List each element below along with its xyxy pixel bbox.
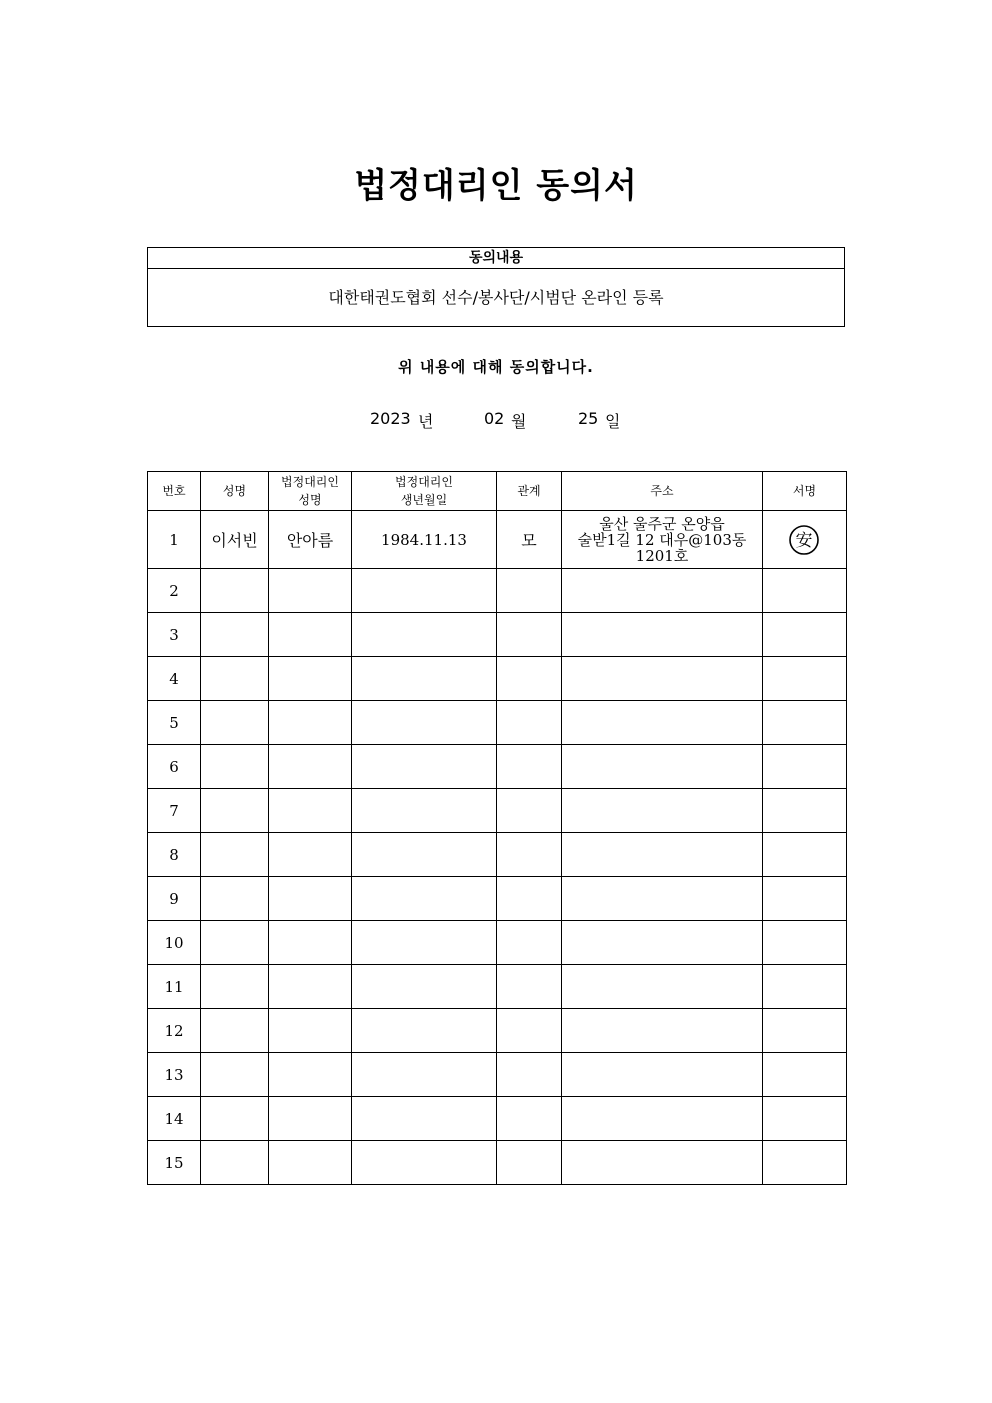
row-relation [497, 833, 562, 877]
header-name: 성명 [201, 472, 269, 511]
row-address [562, 921, 763, 965]
row-no: 4 [148, 657, 201, 701]
row-guardian-dob [352, 1009, 497, 1053]
row-guardian-dob [352, 1053, 497, 1097]
row-address [562, 1009, 763, 1053]
row-no: 5 [148, 701, 201, 745]
header-no: 번호 [148, 472, 201, 511]
row-guardian-dob [352, 877, 497, 921]
row-relation [497, 569, 562, 613]
row-guardian-dob [352, 1097, 497, 1141]
row-relation [497, 877, 562, 921]
row-no: 10 [148, 921, 201, 965]
header-guardian-name [269, 472, 352, 511]
table-row [148, 877, 847, 921]
row-no: 12 [148, 1009, 201, 1053]
row-name: 이서빈 [201, 511, 269, 569]
row-relation [497, 1097, 562, 1141]
table-row [148, 745, 847, 789]
row-relation [497, 1009, 562, 1053]
document-title: 법정대리인 동의서 [354, 166, 638, 206]
row-signature [763, 569, 847, 613]
row-guardian-name [269, 833, 352, 877]
row-guardian-dob [352, 965, 497, 1009]
row-guardian-name [269, 569, 352, 613]
row-name [201, 833, 269, 877]
table-row [148, 657, 847, 701]
row-signature [763, 921, 847, 965]
table-row [148, 1053, 847, 1097]
row-address [562, 657, 763, 701]
table-row [148, 833, 847, 877]
row-name [201, 789, 269, 833]
row-name [201, 745, 269, 789]
row-guardian-name: 안아름 [269, 511, 352, 569]
row-no: 11 [148, 965, 201, 1009]
table-row [148, 1009, 847, 1053]
date-year: 2023 [370, 409, 411, 428]
consent-content-body: 대한태권도협회 선수/봉사단/시범단 온라인 등록 [328, 288, 664, 307]
row-relation [497, 657, 562, 701]
row-guardian-name [269, 657, 352, 701]
row-address [562, 1141, 763, 1185]
header-guardian-dob-line1: 법정대리인 [395, 475, 453, 489]
row-address [562, 965, 763, 1009]
row-relation [497, 965, 562, 1009]
row-address [562, 613, 763, 657]
row-relation [497, 789, 562, 833]
row-signature [763, 1141, 847, 1185]
row-relation [497, 921, 562, 965]
row-address [562, 877, 763, 921]
header-guardian-dob [352, 472, 497, 511]
table-row [148, 511, 847, 569]
date-day: 25 [578, 409, 599, 428]
table-row [148, 921, 847, 965]
row-relation: 모 [497, 511, 562, 569]
table-row [148, 789, 847, 833]
row-no: 8 [148, 833, 201, 877]
table-row [148, 1097, 847, 1141]
signature-seal-icon [787, 522, 823, 558]
table-row [148, 701, 847, 745]
row-relation [497, 613, 562, 657]
row-signature [763, 745, 847, 789]
row-no: 13 [148, 1053, 201, 1097]
row-address-line3: 1201호 [635, 546, 689, 565]
row-relation [497, 701, 562, 745]
row-signature [763, 657, 847, 701]
row-no: 15 [148, 1141, 201, 1185]
row-signature [763, 965, 847, 1009]
row-address [562, 511, 763, 569]
date-month: 02 [484, 409, 505, 428]
row-address [562, 701, 763, 745]
row-signature [763, 833, 847, 877]
header-signature: 서명 [763, 472, 847, 511]
row-guardian-name [269, 1097, 352, 1141]
consent-content-header: 동의내용 [148, 248, 844, 269]
row-guardian-dob [352, 701, 497, 745]
signature-seal-text: 安 [795, 530, 812, 551]
row-guardian-name [269, 921, 352, 965]
date-year-unit: 년 [418, 412, 434, 431]
consent-content-box [147, 247, 845, 327]
date-day-unit: 일 [605, 412, 621, 431]
row-no: 6 [148, 745, 201, 789]
row-signature [763, 613, 847, 657]
agreement-statement: 위 내용에 대해 동의합니다. [398, 358, 594, 376]
header-address: 주소 [562, 472, 763, 511]
row-name [201, 965, 269, 1009]
row-guardian-dob: 1984.11.13 [352, 511, 497, 569]
row-no: 1 [148, 511, 201, 569]
row-guardian-name [269, 701, 352, 745]
row-name [201, 1097, 269, 1141]
row-address [562, 569, 763, 613]
table-row [148, 1141, 847, 1185]
row-address [562, 1097, 763, 1141]
row-guardian-name [269, 613, 352, 657]
row-relation [497, 1141, 562, 1185]
header-guardian-dob-line2: 생년월일 [400, 493, 448, 507]
row-guardian-name [269, 1053, 352, 1097]
row-guardian-name [269, 1009, 352, 1053]
row-signature [763, 701, 847, 745]
row-guardian-dob [352, 613, 497, 657]
row-signature [763, 877, 847, 921]
table-row [148, 569, 847, 613]
row-guardian-name [269, 789, 352, 833]
row-name [201, 1053, 269, 1097]
row-address-line1: 울산 울주군 온양읍 [599, 514, 725, 533]
table-row [148, 965, 847, 1009]
row-guardian-name [269, 745, 352, 789]
row-signature [763, 789, 847, 833]
header-relation: 관계 [497, 472, 562, 511]
row-relation [497, 1053, 562, 1097]
row-no: 3 [148, 613, 201, 657]
row-address [562, 789, 763, 833]
row-name [201, 921, 269, 965]
row-guardian-dob [352, 833, 497, 877]
row-guardian-dob [352, 657, 497, 701]
row-no: 9 [148, 877, 201, 921]
row-relation [497, 745, 562, 789]
row-guardian-dob [352, 745, 497, 789]
header-guardian-name-line1: 법정대리인 [281, 475, 339, 489]
row-name [201, 1009, 269, 1053]
row-no: 7 [148, 789, 201, 833]
row-guardian-name [269, 1141, 352, 1185]
row-no: 14 [148, 1097, 201, 1141]
row-guardian-dob [352, 789, 497, 833]
row-signature [763, 1009, 847, 1053]
row-name [201, 657, 269, 701]
row-name [201, 1141, 269, 1185]
row-signature [763, 1097, 847, 1141]
row-signature [763, 511, 847, 569]
row-address [562, 833, 763, 877]
row-guardian-dob [352, 1141, 497, 1185]
header-guardian-name-line2: 성명 [298, 493, 322, 507]
row-name [201, 613, 269, 657]
table-header-row [148, 472, 847, 511]
row-guardian-name [269, 877, 352, 921]
row-address [562, 1053, 763, 1097]
row-address-line2: 술받1길 12 대우@103동 [577, 530, 747, 549]
row-guardian-dob [352, 569, 497, 613]
guardian-roster-table [147, 471, 847, 1185]
row-address [562, 745, 763, 789]
row-name [201, 569, 269, 613]
date-month-unit: 월 [511, 412, 527, 431]
row-no: 2 [148, 569, 201, 613]
row-name [201, 701, 269, 745]
row-signature [763, 1053, 847, 1097]
row-guardian-dob [352, 921, 497, 965]
table-row [148, 613, 847, 657]
row-guardian-name [269, 965, 352, 1009]
row-name [201, 877, 269, 921]
